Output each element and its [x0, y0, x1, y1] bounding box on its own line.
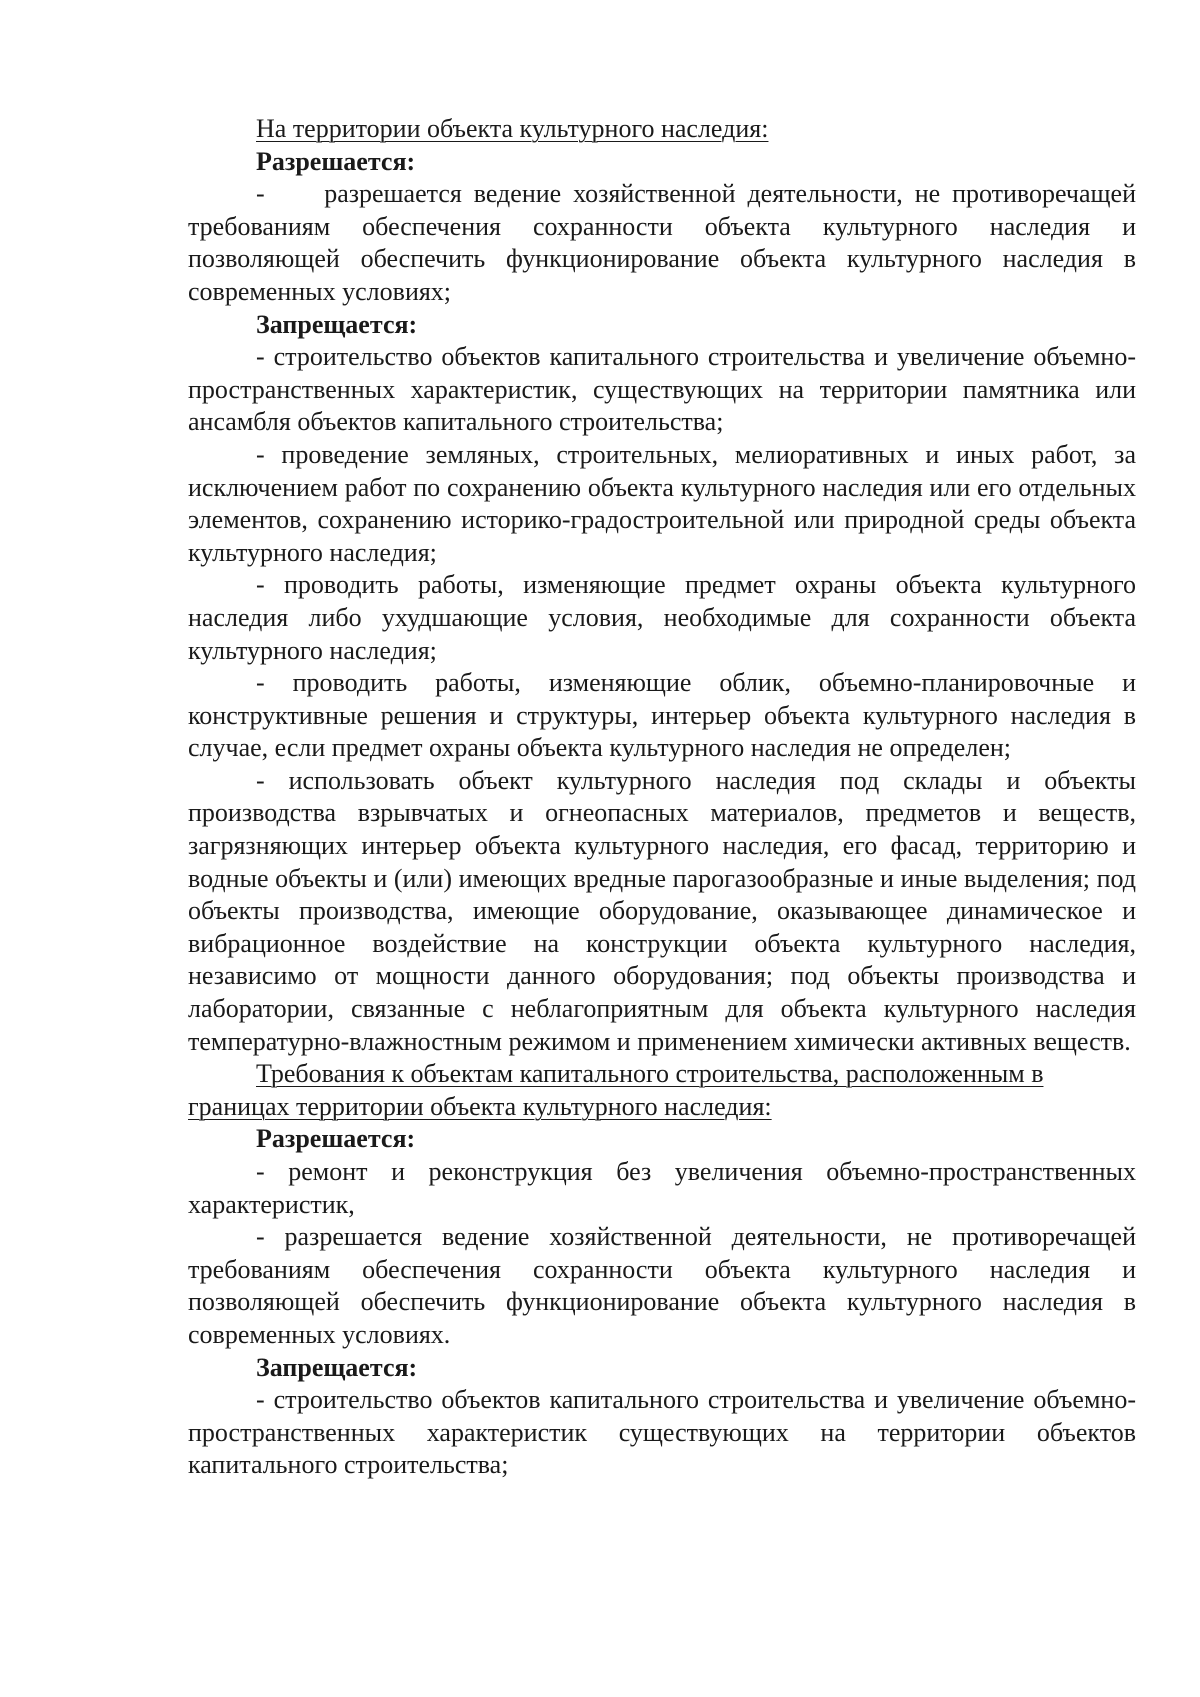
forbidden-heading: Запрещается:	[256, 309, 418, 339]
document-body	[188, 113, 1136, 1482]
section-title-capital-construction: Требования к объектам капитального строительства, расположенным в границах территории объекта культурного наследия:	[188, 1059, 1044, 1121]
section-title-territory: На территории объекта культурного наследия:	[256, 114, 769, 143]
allowed-heading: Разрешается:	[256, 146, 416, 176]
section-capital-construction	[188, 1058, 1136, 1482]
forbidden-item: - проводить работы, изменяющие облик, объемно-планировочные и конструктивные решения и структуры, интерьер объекта культурного наследия в случае, если предмет охраны объекта культурного наследия не определен;	[188, 668, 1136, 763]
forbidden-item: - строительство объектов капитального строительства и увеличение объемно-пространственных характеристик существующих на территории объектов капитального строительства;	[188, 1385, 1136, 1480]
forbidden-heading: Запрещается:	[256, 1352, 418, 1382]
allowed-heading: Разрешается:	[256, 1124, 416, 1154]
forbidden-item: - проведение земляных, строительных, мелиоративных и иных работ, за исключением работ по сохранению объекта культурного наследия или его отдельных элементов, сохранению историко-градостроительной или природной среды объекта культурного наследия;	[188, 439, 1136, 567]
forbidden-item: - строительство объектов капитального строительства и увеличение объемно-пространственных характеристик, существующих на территории памятника или ансамбля объектов капитального строительства;	[188, 342, 1136, 437]
allowed-item: - разрешается ведение хозяйственной деятельности, не противоречащей требованиям обеспечения сохранности объекта культурного наследия и позволяющей обеспечить функционирование объекта культурного наследия в современных условиях;	[188, 179, 1136, 306]
allowed-item: - разрешается ведение хозяйственной деятельности, не противоречащей требованиям обеспечения сохранности объекта культурного наследия и позволяющей обеспечить функционирование объекта культурного наследия в современных условиях.	[188, 1222, 1136, 1349]
forbidden-item: - использовать объект культурного наследия под склады и объекты производства взрывчатых и огнеопасных материалов, предметов и веществ, загрязняющих интерьер объекта культурного наследия, его фасад, территорию и водные объекты и (или) имеющих вредные парогазообразные и иные выделения; под объекты производства, имеющие оборудование, оказывающее динамическое и вибрационное воздействие на конструкции объекта культурного наследия, независимо от мощности данного оборудования; под объекты производства и лаборатории, связанные с неблагоприятным для объекта культурного наследия температурно-влажностным режимом и применением химически активных веществ.	[188, 765, 1136, 1056]
section-territory	[188, 113, 1136, 1058]
allowed-item: - ремонт и реконструкция без увеличения объемно-пространственных характеристик,	[188, 1157, 1136, 1219]
forbidden-item: - проводить работы, изменяющие предмет охраны объекта культурного наследия либо ухудшающие условия, необходимые для сохранности объекта культурного наследия;	[188, 570, 1136, 665]
